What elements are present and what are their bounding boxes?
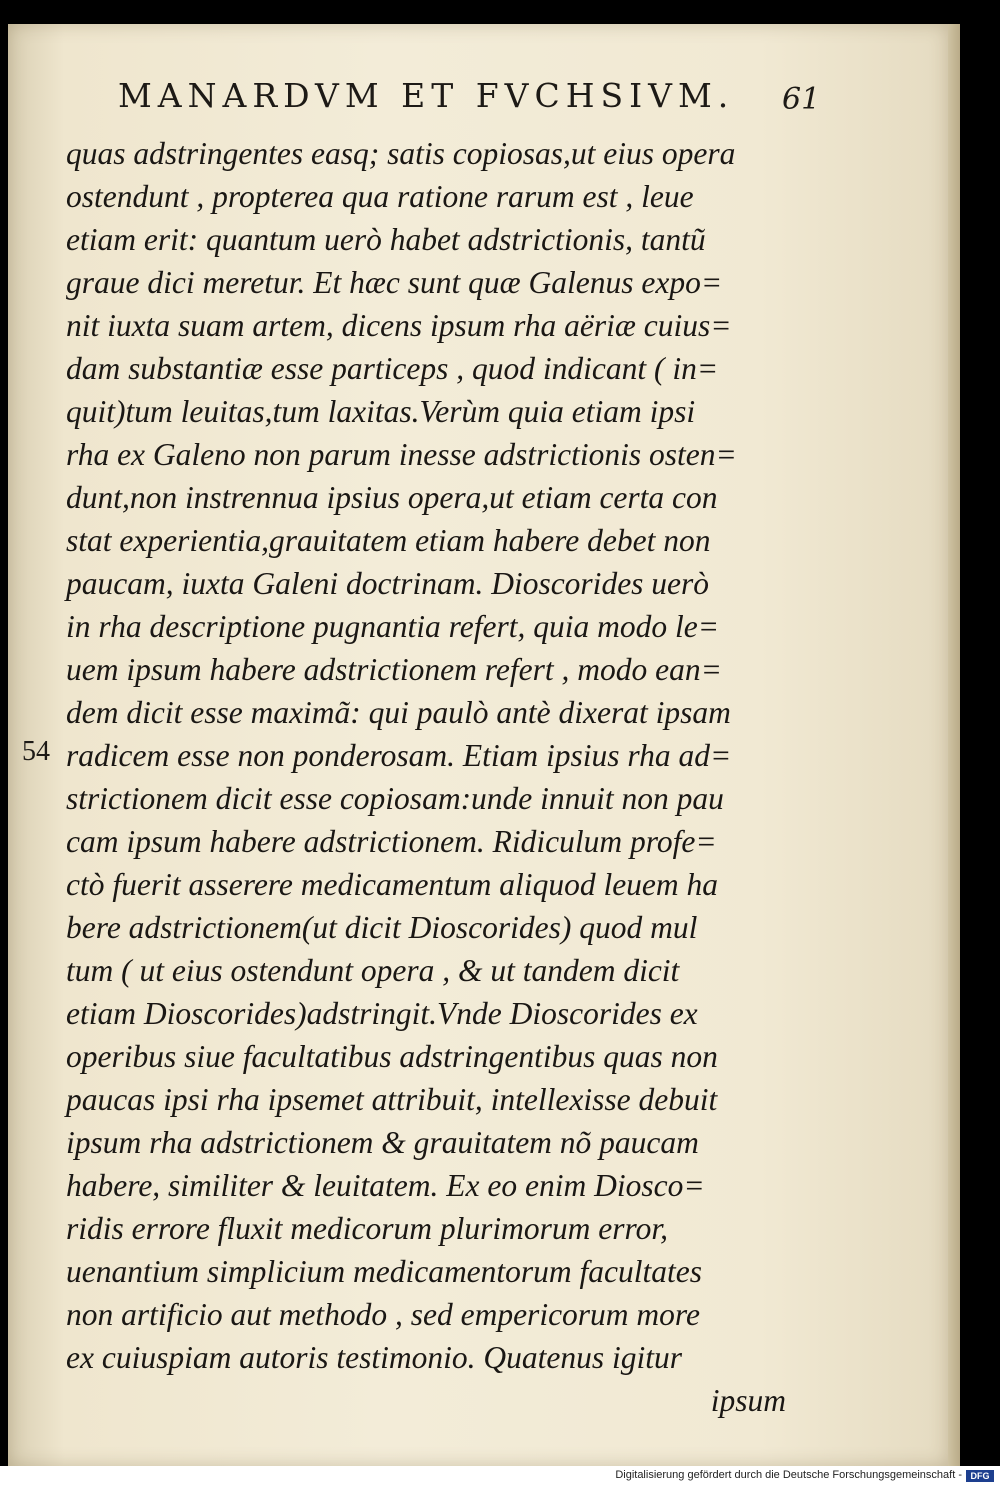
text-line: in rha descriptione pugnantia refert, quia modo le=: [66, 609, 719, 644]
text-line: stat experientia,grauitatem etiam habere debet non: [66, 523, 711, 558]
text-line: ctò fuerit asserere medicamentum aliquod leuem ha: [66, 867, 719, 902]
text-line: dem dicit esse maximã: qui paulò antè dixerat ipsam: [66, 695, 731, 730]
text-block: [66, 132, 786, 1422]
text-line: ex cuiuspiam autoris testimonio. Quatenus igitur: [66, 1340, 682, 1375]
text-line: ostendunt , propterea qua ratione rarum est , leue: [66, 179, 694, 214]
text-line: ridis errore fluxit medicorum plurimorum error,: [66, 1211, 668, 1246]
dfg-logo: DFG: [966, 1470, 994, 1482]
text-line: quit)tum leuitas,tum laxitas.Verùm quia etiam ipsi: [66, 394, 696, 429]
text-line: strictionem dicit esse copiosam:unde innuit non pau: [66, 781, 724, 816]
funding-credit: Digitalisierung gefördert durch die Deutsche Forschungsgemeinschaft -: [615, 1469, 962, 1481]
text-line: operibus siue facultatibus adstringentibus quas non: [66, 1039, 718, 1074]
text-line: non artificio aut methodo , sed empericorum more: [66, 1297, 700, 1332]
text-line: rha ex Galeno non parum inesse adstrictionis osten=: [66, 437, 737, 472]
text-line: radicem esse non ponderosam. Etiam ipsius rha ad=: [66, 738, 732, 773]
text-line: cam ipsum habere adstrictionem. Ridiculum profe=: [66, 824, 717, 859]
text-line: paucam, iuxta Galeni doctrinam. Dioscorides uerò: [66, 566, 710, 601]
text-line: etiam erit: quantum uerò habet adstrictionis, tantũ: [66, 222, 706, 257]
text-line: quas adstringentes easq; satis copiosas,ut eius opera: [66, 136, 736, 171]
footer-bar: [0, 1466, 1000, 1486]
page-edge: [948, 24, 960, 1466]
text-line: paucas ipsi rha ipsemet attribuit, intellexisse debuit: [66, 1082, 718, 1117]
text-line: etiam Dioscorides)adstringit.Vnde Dioscorides ex: [66, 996, 698, 1031]
text-line: nit iuxta suam artem, dicens ipsum rha aëriæ cuius=: [66, 308, 732, 343]
text-line: uenantium simplicium medicamentorum facultates: [66, 1254, 703, 1289]
text-line: tum ( ut eius ostendunt opera , & ut tandem dicit: [66, 953, 680, 988]
text-line: uem ipsum habere adstrictionem refert , modo ean=: [66, 652, 722, 687]
page-number: 61: [782, 82, 821, 117]
text-line: dam substantiæ esse particeps , quod indicant ( in=: [66, 351, 719, 386]
catchword: ipsum: [710, 1383, 786, 1418]
text-line: dunt,non instrennua ipsius opera,ut etiam certa con: [66, 480, 718, 515]
text-line: graue dici meretur. Et hæc sunt quæ Galenus expo=: [66, 265, 723, 300]
text-line: habere, similiter & leuitatem. Ex eo enim Diosco=: [66, 1168, 705, 1203]
margin-note: 54: [22, 736, 50, 767]
text-line: bere adstrictionem(ut dicit Dioscorides) quod mul: [66, 910, 698, 945]
running-head: MANARDVM ET FVCHSIVM.: [118, 76, 735, 115]
text-line: ipsum rha adstrictionem & grauitatem nõ paucam: [66, 1125, 699, 1160]
